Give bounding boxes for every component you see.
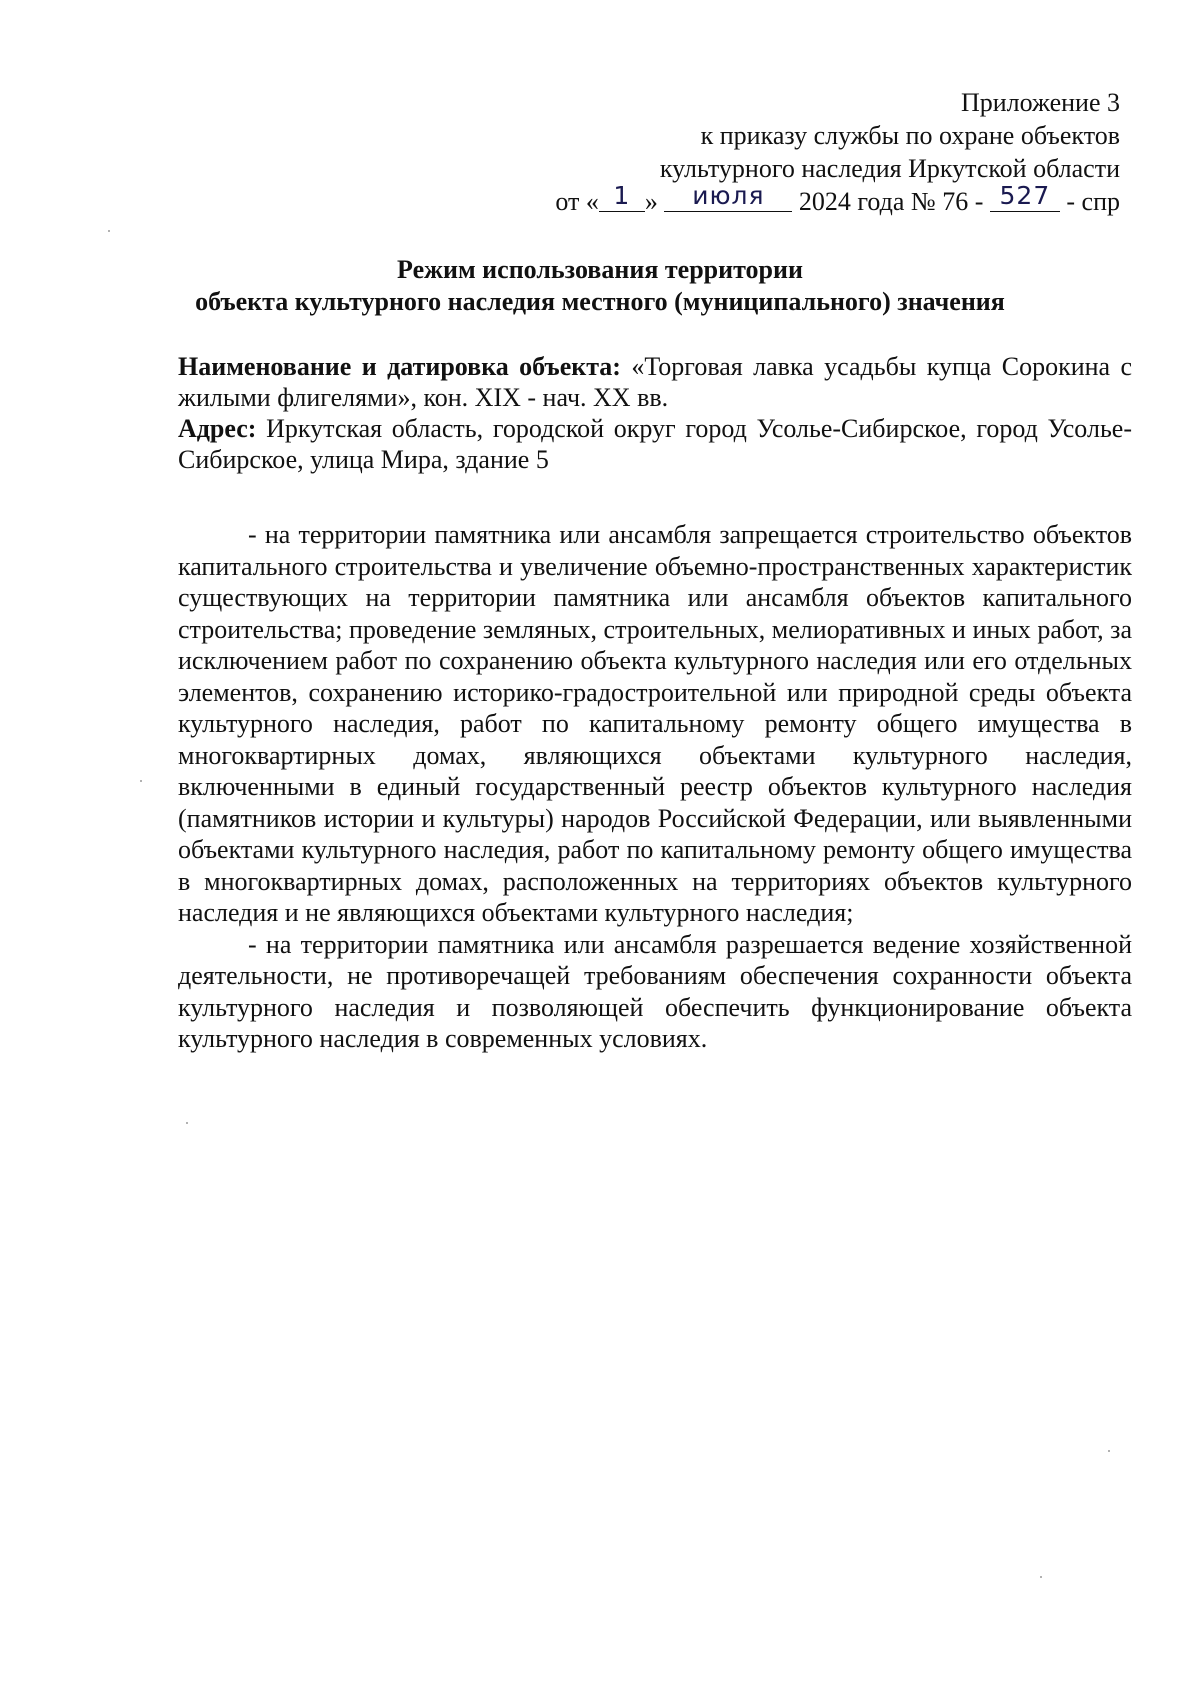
scan-speck bbox=[1040, 1576, 1042, 1578]
object-name-label: Наименование и датировка объекта: bbox=[178, 352, 621, 381]
appendix-header bbox=[555, 86, 1120, 218]
regime-paragraph-permitted: - на территории памятника или ансамбля разрешается ведение хозяйственной деятельности, не противоречащей требованиям обеспечения сохранности объекта культурного наследия и позволяющей обеспечить функционирование объекта культурного наследия в современных условиях. bbox=[178, 929, 1132, 1053]
appendix-order-line-1: к приказу службы по охране объектов bbox=[700, 121, 1120, 150]
handwritten-day: 1 bbox=[613, 181, 631, 210]
quote-close: » bbox=[644, 187, 658, 216]
month-blank bbox=[664, 181, 792, 212]
number-blank bbox=[990, 181, 1060, 212]
title-line-2: объекта культурного наследия местного (муниципального) значения bbox=[195, 287, 1005, 316]
regime-paragraph-prohibited: - на территории памятника или ансамбля запрещается строительство объектов капитального строительства и увеличение объемно-пространственных характеристик существующих на территории памятника или ансамбля объектов капитального строительства; проведение земляных, строительных, мелиоративных и иных работ, за исключением работ по сохранению объекта культурного наследия или его отдельных элементов, сохранению историко-градостроительной или природной среды объекта культурного наследия, работ по капитальному ремонту общего имущества в многоквартирных домах, являющихся объектами культурного наследия, включенными в единый государственный реестр объектов культурного наследия (памятников истории и культуры) народов Российской Федерации, или выявленными объектами культурного наследия, работ по капитальному ремонту общего имущества в многоквартирных домах, расположенных на территориях объектов культурного наследия и не являющихся объектами культурного наследия; bbox=[178, 520, 1132, 927]
object-address-value: Иркутская область, городской округ город Усолье-Сибирское, город Усолье-Сибирское, улица Мира, здание 5 bbox=[178, 414, 1132, 474]
document-title bbox=[0, 254, 1200, 318]
scan-speck bbox=[140, 780, 142, 782]
number-suffix: - спр bbox=[1066, 187, 1120, 216]
handwritten-month: июля bbox=[692, 181, 765, 210]
regime-text bbox=[178, 519, 1132, 1055]
object-name-value: «Торговая лавка усадьбы купца Сорокина с жилыми флигелями», кон. XIX - нач. XX вв. bbox=[178, 352, 1133, 412]
title-line-1: Режим использования территории bbox=[397, 255, 803, 284]
appendix-order-line-2: культурного наследия Иркутской области bbox=[659, 154, 1120, 183]
day-blank bbox=[599, 181, 645, 212]
date-prefix: от « bbox=[555, 187, 599, 216]
year-text: 2024 года № 76 - bbox=[798, 187, 984, 216]
scan-speck bbox=[1108, 1450, 1110, 1452]
scan-speck bbox=[186, 1122, 188, 1124]
handwritten-number: 527 bbox=[999, 181, 1051, 210]
scan-speck bbox=[108, 230, 110, 232]
object-address-paragraph bbox=[178, 413, 1132, 475]
appendix-date-line bbox=[555, 181, 1120, 218]
object-info bbox=[178, 351, 1132, 475]
object-address-label: Адрес: bbox=[178, 414, 257, 443]
object-name-paragraph bbox=[178, 351, 1132, 413]
appendix-title: Приложение 3 bbox=[960, 88, 1120, 117]
